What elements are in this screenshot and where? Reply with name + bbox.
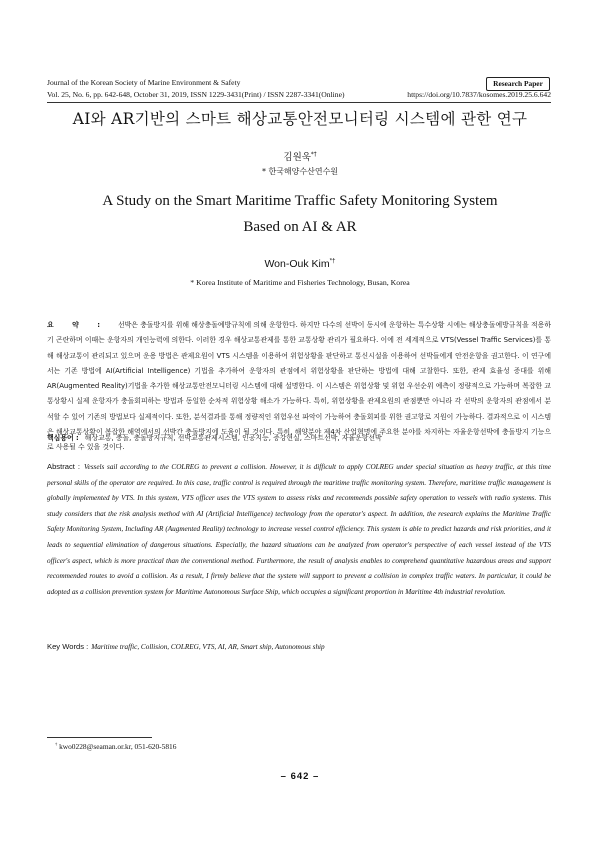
english-affiliation: * Korea Institute of Maritime and Fisheries Technology, Busan, Korea — [190, 278, 410, 287]
korean-author-name: 김원욱 — [283, 152, 311, 163]
korean-title: AI와 AR기반의 스마트 해상교통안전모니터링 시스템에 관한 연구 — [72, 110, 528, 128]
korean-keywords-text: 해상교통, 충돌, 충돌방지규칙, 선박교통관제시스템, 인공지능, 증강현실, 스마트선박, 자율운항선박 — [84, 434, 382, 442]
volume-info: Vol. 25, No. 6, pp. 642-648, October 31, 2019, ISSN 1229-3431(Print) / ISSN 2287-3341(Online) — [47, 90, 345, 99]
english-author — [20, 258, 580, 270]
korean-abstract-label: 요 약 : — [47, 321, 108, 329]
english-abstract — [47, 459, 551, 600]
korean-author — [20, 149, 580, 163]
english-keywords-text: Maritime traffic, Collision, COLREG, VTS, AI, AR, Smart ship, Autonomous ship — [91, 643, 325, 651]
english-author-mark: *† — [329, 257, 336, 265]
english-keywords-label: Key Words : — [47, 642, 89, 651]
english-keywords — [47, 642, 551, 651]
footnote-text: kwo0228@seaman.or.kr, 051-620-5816 — [59, 742, 177, 751]
english-title-line-1: A Study on the Smart Maritime Traffic Safety Monitoring System — [102, 193, 498, 209]
doi-link[interactable]: https://doi.org/10.7837/kosomes.2019.25.6.642 — [407, 90, 551, 99]
corresponding-author-footnote — [55, 742, 176, 751]
korean-keywords-label: 핵심용어 : — [47, 434, 79, 442]
footnote-mark: † — [55, 741, 58, 747]
korean-affiliation: * 한국해양수산연수원 — [261, 167, 339, 176]
english-abstract-text: Vessels sail according to the COLREG to prevent a collision. However, it is difficult to apply COLREG under special situation as heavy traffic, at this time personal skills of the operator are required. In this case, traffic control is required through the maritime traffic monitoring system. Therefore, maritime traffic management is globally implemented by VTS. In this system, VTS officer uses the VTS system to assess risks and recommends possible safety operation to vessels with radio systems. This study considers that the risk analysis method with AI (Artificial Intelligence) technology from the operator's aspect. In addition, the research explains the Maritime Traffic Safety Monitoring System, Including AR (Augmented Reality) technology to increase vessel control efficiency. This system is able to predict hazards and risk priorities, and it leads to sequential elimination of dangerous situations. Especially, the hazard situations can be analyzed from operator's perspective of each vessel instead of the VTS officer's aspect, which is more practical than the conventional method. Furthermore, the result of analysis enables to comprehend quantitative hazardous areas and support recommended routes to avoid a collision. As a result, I firmly believe that the system will support to prevent a collision in complex traffic waters. In particular, it could be adopted as a collision prevention system for Maritime Autonomous Surface Ship, which occupies a significant proportion in Maritime 4th industrial revolution. — [47, 463, 551, 596]
page-number: – 642 – — [280, 771, 320, 782]
footnote-rule — [47, 737, 152, 738]
korean-abstract-text: 선박은 충돌방지를 위해 해상충돌예방규칙에 의해 운항한다. 하지만 다수의 선박이 동시에 운항하는 특수상황 시에는 해상충돌예방규칙을 적용하기 곤란하며 이때는 운항자의 개인능력에 의한다. 이러한 경우 해상교통관제를 통한 교통상황 관리가 필요하다. 이에 전 세계적으로 VTS(Vessel Traffic Services)를 통해 해상교통이 관리되고 있으며 운용 방법은 관제요원이 VTS 시스템을 이용하여 위험상황을 판단하고 통신시설을 이용하여 선박들에게 안전운항을 권고한다. 이 연구에서는 기존 방법에 AI(Artificial Intelligence) 기법을 추가하여 운항자의 관점에서 위험상황을 판단하는 방법에 대해 고찰한다. 또한, 관제 효율성 증대를 위해 AR(Augmented Reality)기법을 추가한 해상교통안전모니터링 시스템에 대해 설명한다. 이 시스템은 위험상황 및 위험 우선순위 예측이 정량적으로 가능하며 복잡한 교통상황시 실제 운항자가 충돌회피하는 방법과 동일한 순차적 위험상황 해소가 가능하다. 특히, 위험상황을 관제요원의 관점뿐만 아니라 각 선박의 운항자의 관점에서 분석할 수 있어 기존의 방법보다 실제적이다. 또한, 분석결과를 통해 정량적인 위험우선 파악이 가능하여 충돌회피를 위한 권고항로 지원이 가능하다. 결과적으로 이 시스템은 해상교통상황이 복잡한 해역에서의 선박간 충돌방지에 도움이 될 것이다. 특히, 해양분야 제4차 산업혁명에 주요한 분야를 차지하는 자율운항선박에 충돌방지 기능으로 사용될 수 있을 것이다. — [47, 321, 552, 452]
journal-name: Journal of the Korean Society of Marine Environment & Safety — [47, 78, 241, 87]
header-rule — [47, 102, 551, 103]
english-abstract-label: Abstract : — [47, 462, 80, 471]
english-author-name: Won-Ouk Kim — [264, 258, 330, 270]
article-type-badge: Research Paper — [486, 77, 550, 91]
english-title-line-2: Based on AI & AR — [243, 219, 357, 235]
korean-author-mark: *† — [310, 151, 317, 158]
korean-keywords — [47, 432, 551, 442]
